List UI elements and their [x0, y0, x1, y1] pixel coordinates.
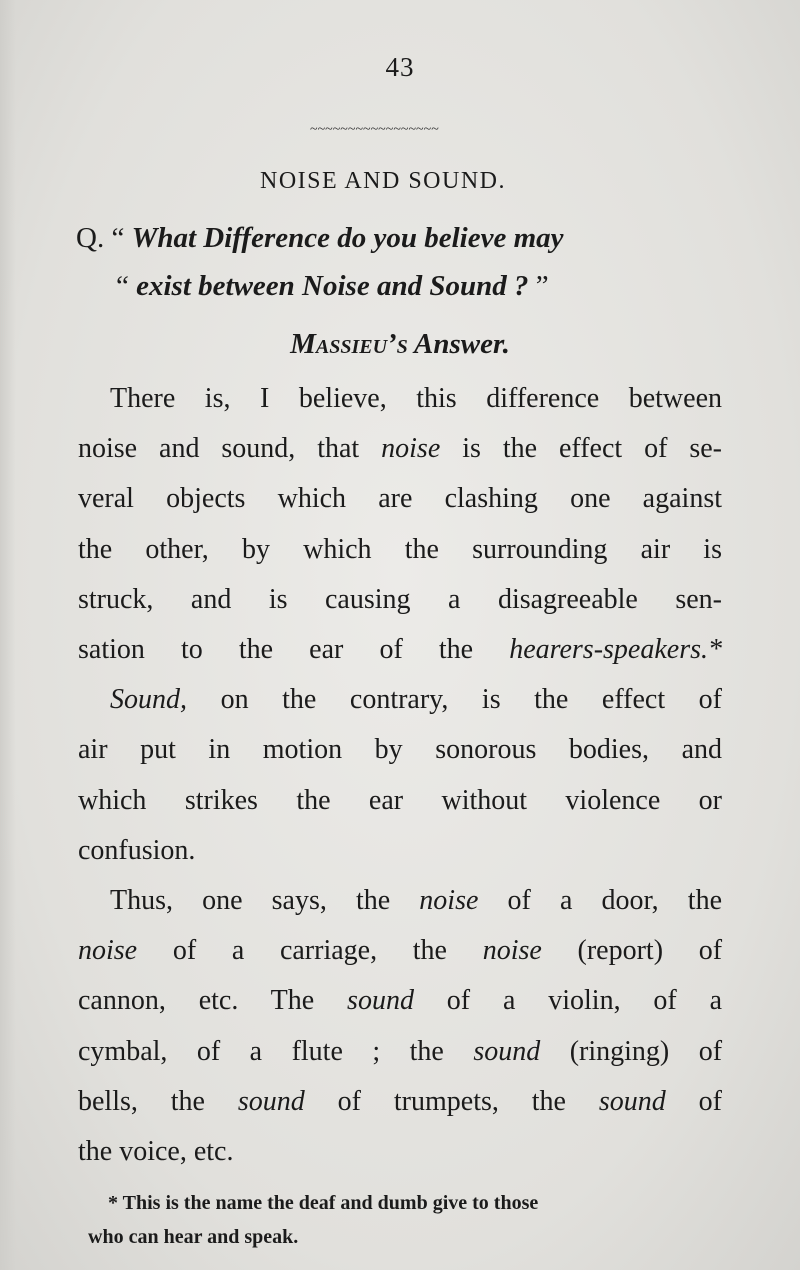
footnote-line-1: * This is the name the deaf and dumb give to those	[108, 1192, 539, 1214]
page-number: 43	[385, 52, 415, 82]
ornament-rule: ~~~~~~~~~~~~~~~~~	[310, 122, 439, 137]
p2-line-2: air put in motion by sonorous bodies, and	[78, 734, 722, 766]
p1-line-5: struck, and is causing a disagreeable sen-	[78, 583, 722, 615]
footnote	[88, 1186, 724, 1254]
open-quote-2: “	[116, 270, 129, 302]
p3-line-2: noise of a carriage, the noise (report) of	[78, 935, 723, 967]
p2-line-3: which strikes the ear without violence or	[78, 784, 722, 816]
body-text	[78, 374, 722, 1177]
question-line-2	[116, 270, 549, 303]
answer-word: Answer.	[413, 328, 510, 360]
p3-line-1: Thus, one says, the noise of a door, the	[110, 885, 722, 917]
p3-line-5: bells, the sound of trumpets, the sound of	[78, 1085, 722, 1117]
question-marker: Q.	[76, 222, 105, 254]
p3-line-4: cymbal, of a flute ; the sound (ringing) of	[78, 1035, 723, 1067]
answer-name: Massieu’s	[290, 328, 408, 360]
question-text-1: What Difference do you believe may	[131, 222, 564, 254]
footnote-line-2: who can hear and speak.	[88, 1226, 299, 1248]
question-text-2: exist between Noise and Sound ?	[136, 270, 529, 302]
p1-line-3: veral objects which are clashing one against	[78, 483, 722, 515]
open-quote: “	[111, 222, 125, 254]
close-quote: ”	[535, 270, 549, 302]
p1-line-2: noise and sound, that noise is the effect of se-	[78, 433, 722, 465]
p3-line-6: the voice, etc.	[78, 1136, 234, 1168]
p1-line-1: There is, I believe, this difference between	[110, 383, 722, 414]
section-heading: NOISE AND SOUND.	[259, 168, 506, 194]
p2-line-1: Sound, on the contrary, is the effect of	[110, 684, 722, 716]
p3-line-3: cannon, etc. The sound of a violin, of a	[78, 985, 723, 1017]
p1-line-4: the other, by which the surrounding air is	[78, 533, 722, 565]
p1-line-6: sation to the ear of the hearers-speakers.*	[78, 634, 722, 666]
answer-title	[0, 328, 800, 361]
question-line-1	[76, 222, 564, 255]
p2-line-4: confusion.	[78, 834, 196, 866]
